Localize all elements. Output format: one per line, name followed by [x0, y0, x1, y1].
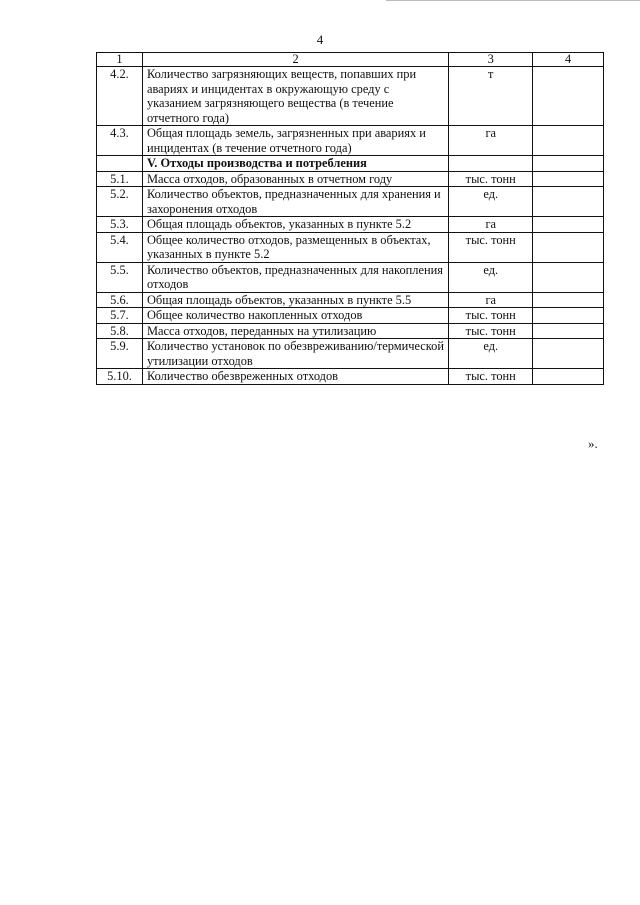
value-cell	[533, 308, 604, 324]
row-number: 5.10.	[97, 369, 143, 385]
value-cell	[533, 369, 604, 385]
row-number: 5.3.	[97, 217, 143, 233]
unit-of-measure: ед.	[449, 262, 533, 292]
table-row	[97, 187, 604, 217]
unit-of-measure: га	[449, 217, 533, 233]
row-number: 5.2.	[97, 187, 143, 217]
table-row	[97, 308, 604, 324]
row-number: 4.2.	[97, 67, 143, 126]
value-cell	[533, 323, 604, 339]
row-number: 5.8.	[97, 323, 143, 339]
unit-of-measure: тыс. тонн	[449, 308, 533, 324]
row-number: 5.7.	[97, 308, 143, 324]
value-cell	[533, 67, 604, 126]
table-row	[97, 292, 604, 308]
indicator-text: Общая площадь земель, загрязненных при авариях и инцидентах (в течение отчетного года)	[142, 126, 448, 156]
table-header-row	[97, 53, 604, 67]
table-row	[97, 369, 604, 385]
row-number-cell	[97, 156, 143, 172]
column-header: 2	[142, 53, 448, 67]
value-cell	[533, 262, 604, 292]
unit-of-measure: тыс. тонн	[449, 232, 533, 262]
indicator-text: Общая площадь объектов, указанных в пункте 5.2	[142, 217, 448, 233]
table-row	[97, 339, 604, 369]
indicator-text: Количество объектов, предназначенных для хранения и захоронения отходов	[142, 187, 448, 217]
value-cell	[533, 292, 604, 308]
unit-cell	[449, 156, 533, 172]
section-row	[97, 156, 604, 172]
scan-artifact	[386, 0, 640, 1]
row-number: 5.4.	[97, 232, 143, 262]
table-row	[97, 323, 604, 339]
indicator-text: Количество обезвреженных отходов	[142, 369, 448, 385]
row-number: 5.5.	[97, 262, 143, 292]
row-number: 5.6.	[97, 292, 143, 308]
unit-of-measure: ед.	[449, 339, 533, 369]
column-header: 4	[533, 53, 604, 67]
value-cell	[533, 339, 604, 369]
indicator-text: Общее количество накопленных отходов	[142, 308, 448, 324]
value-cell	[533, 232, 604, 262]
value-cell	[533, 217, 604, 233]
page-number: 4	[316, 32, 324, 47]
row-number: 5.1.	[97, 171, 143, 187]
row-number: 5.9.	[97, 339, 143, 369]
column-header: 3	[449, 53, 533, 67]
unit-of-measure: тыс. тонн	[449, 323, 533, 339]
unit-of-measure: га	[449, 126, 533, 156]
indicator-text: Общее количество отходов, размещенных в объектах, указанных в пункте 5.2	[142, 232, 448, 262]
unit-of-measure: тыс. тонн	[449, 369, 533, 385]
table-row	[97, 262, 604, 292]
indicator-text: Масса отходов, переданных на утилизацию	[142, 323, 448, 339]
table-row	[97, 232, 604, 262]
indicator-text: Количество установок по обезвреживанию/термической утилизации отходов	[142, 339, 448, 369]
indicator-text: Масса отходов, образованных в отчетном году	[142, 171, 448, 187]
column-header: 1	[97, 53, 143, 67]
section-title: V. Отходы производства и потребления	[142, 156, 448, 172]
closing-quote-mark: ».	[588, 436, 598, 451]
table-body	[97, 53, 604, 385]
value-cell	[533, 156, 604, 172]
table-row	[97, 67, 604, 126]
table-row	[97, 126, 604, 156]
value-cell	[533, 126, 604, 156]
indicator-text: Количество объектов, предназначенных для накопления отходов	[142, 262, 448, 292]
indicator-text: Общая площадь объектов, указанных в пункте 5.5	[142, 292, 448, 308]
table-row	[97, 171, 604, 187]
table-row	[97, 217, 604, 233]
value-cell	[533, 171, 604, 187]
indicator-text: Количество загрязняющих веществ, попавших при авариях и инцидентах в окружающую среду с указанием загрязняющего вещества (в течение отчетного года)	[142, 67, 448, 126]
form-table	[96, 52, 604, 385]
unit-of-measure: тыс. тонн	[449, 171, 533, 187]
unit-of-measure: га	[449, 292, 533, 308]
unit-of-measure: т	[449, 67, 533, 126]
value-cell	[533, 187, 604, 217]
row-number: 4.3.	[97, 126, 143, 156]
unit-of-measure: ед.	[449, 187, 533, 217]
